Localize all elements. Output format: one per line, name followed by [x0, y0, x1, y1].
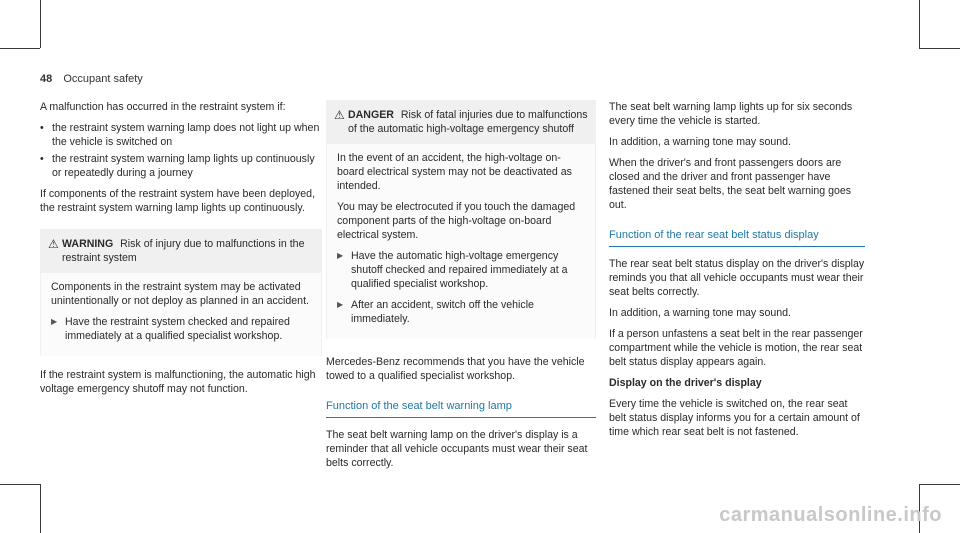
crop-mark — [40, 484, 41, 533]
rear-status-text: The rear seat belt status display on the driver's display reminds you that all vehicle occupants must wear their seat belts correctly. — [609, 258, 865, 298]
warning-box — [40, 229, 322, 356]
arrow-right-icon: ▶ — [337, 300, 344, 309]
column-1 — [40, 100, 322, 403]
recommendation-text: Mercedes-Benz recommends that you have the vehicle towed to a qualified specialist workshop. — [326, 356, 585, 382]
list-item — [40, 121, 322, 149]
bullet-text: the restraint system warning lamp does not light up when the vehicle is switched on — [52, 122, 320, 148]
crop-mark — [919, 48, 960, 49]
page-number: 48 — [40, 73, 53, 85]
crop-mark — [919, 0, 920, 48]
bullet-icon: • — [40, 122, 44, 134]
crop-mark — [40, 0, 41, 48]
action-item — [337, 298, 585, 326]
danger-label: DANGER — [348, 109, 394, 121]
column-3 — [609, 100, 865, 446]
crop-mark — [919, 484, 960, 485]
danger-text-2: You may be electrocuted if you touch the damaged component parts of the high-voltage on-board electrical system. — [337, 201, 576, 241]
danger-header — [326, 100, 596, 144]
belt-off-text: When the driver's and front passengers doors are closed and the driver and front passenger have fastened their seat belts, the seat belt warning goes out. — [609, 157, 852, 211]
column-2 — [326, 100, 596, 477]
warning-label: WARNING — [62, 238, 114, 250]
section-name: Occupant safety — [63, 73, 143, 85]
section-text: The seat belt warning lamp on the driver's display is a reminder that all vehicle occupants must wear their seat belts correctly. — [326, 429, 588, 469]
outro-text: If the restraint system is malfunctioning, the automatic high voltage emergency shutoff may not function. — [40, 369, 316, 395]
section-heading: Function of the rear seat belt status display — [609, 228, 865, 247]
warning-text: Components in the restraint system may be activated unintentionally or not deploy as planned in an accident. — [51, 281, 309, 307]
belt-lamp-text: The seat belt warning lamp lights up for six seconds every time the vehicle is started. — [609, 101, 853, 127]
action-text: Have the restraint system checked and repaired immediately at a qualified specialist workshop. — [65, 316, 290, 342]
warning-tone-text: In addition, a warning tone may sound. — [609, 136, 791, 148]
warning-body — [41, 273, 321, 356]
unfasten-text: If a person unfastens a seat belt in the rear passenger compartment while the vehicle is motion, the rear seat belt status display appears again. — [609, 328, 863, 368]
page-header — [40, 72, 143, 86]
warning-tone-text: In addition, a warning tone may sound. — [609, 307, 791, 319]
warning-heading — [62, 237, 314, 265]
display-text: Every time the vehicle is switched on, the rear seat belt status display informs you for a certain amount of time which rear seat belt is not fastened. — [609, 398, 860, 438]
list-item — [40, 152, 322, 180]
arrow-right-icon: ▶ — [337, 251, 344, 260]
danger-text-1: In the event of an accident, the high-voltage on-board electrical system may not be deactivated as intended. — [337, 152, 572, 192]
bullet-icon: • — [40, 153, 44, 165]
danger-body — [327, 144, 595, 339]
action-text: Have the automatic high-voltage emergency shutoff checked and repaired immediately at a qualified specialist workshop. — [351, 250, 568, 290]
deployed-text: If components of the restraint system have been deployed, the restraint system warning lamp lights up continuously. — [40, 188, 316, 214]
warning-triangle-icon: ⚠ — [48, 237, 59, 251]
warning-title: Risk of injury due to malfunctions in the restraint system — [62, 238, 305, 264]
warning-header — [40, 229, 322, 273]
danger-heading — [348, 108, 588, 136]
warning-triangle-icon: ⚠ — [334, 108, 345, 122]
section-heading: Function of the seat belt warning lamp — [326, 399, 596, 418]
crop-mark — [0, 484, 40, 485]
watermark: carmanualsonline.info — [719, 504, 942, 526]
action-text: After an accident, switch off the vehicle immediately. — [351, 299, 534, 325]
action-item — [337, 249, 585, 291]
crop-mark — [0, 48, 40, 49]
arrow-right-icon: ▶ — [51, 317, 58, 326]
danger-box — [326, 100, 596, 339]
intro-text: A malfunction has occurred in the restraint system if: — [40, 101, 286, 113]
subheading: Display on the driver's display — [609, 377, 762, 389]
bullet-text: the restraint system warning lamp lights up continuously or repeatedly during a journey — [52, 153, 315, 179]
danger-title: Risk of fatal injuries due to malfunctions of the automatic high-voltage emergency shutoff — [348, 109, 588, 135]
action-item — [51, 315, 311, 343]
